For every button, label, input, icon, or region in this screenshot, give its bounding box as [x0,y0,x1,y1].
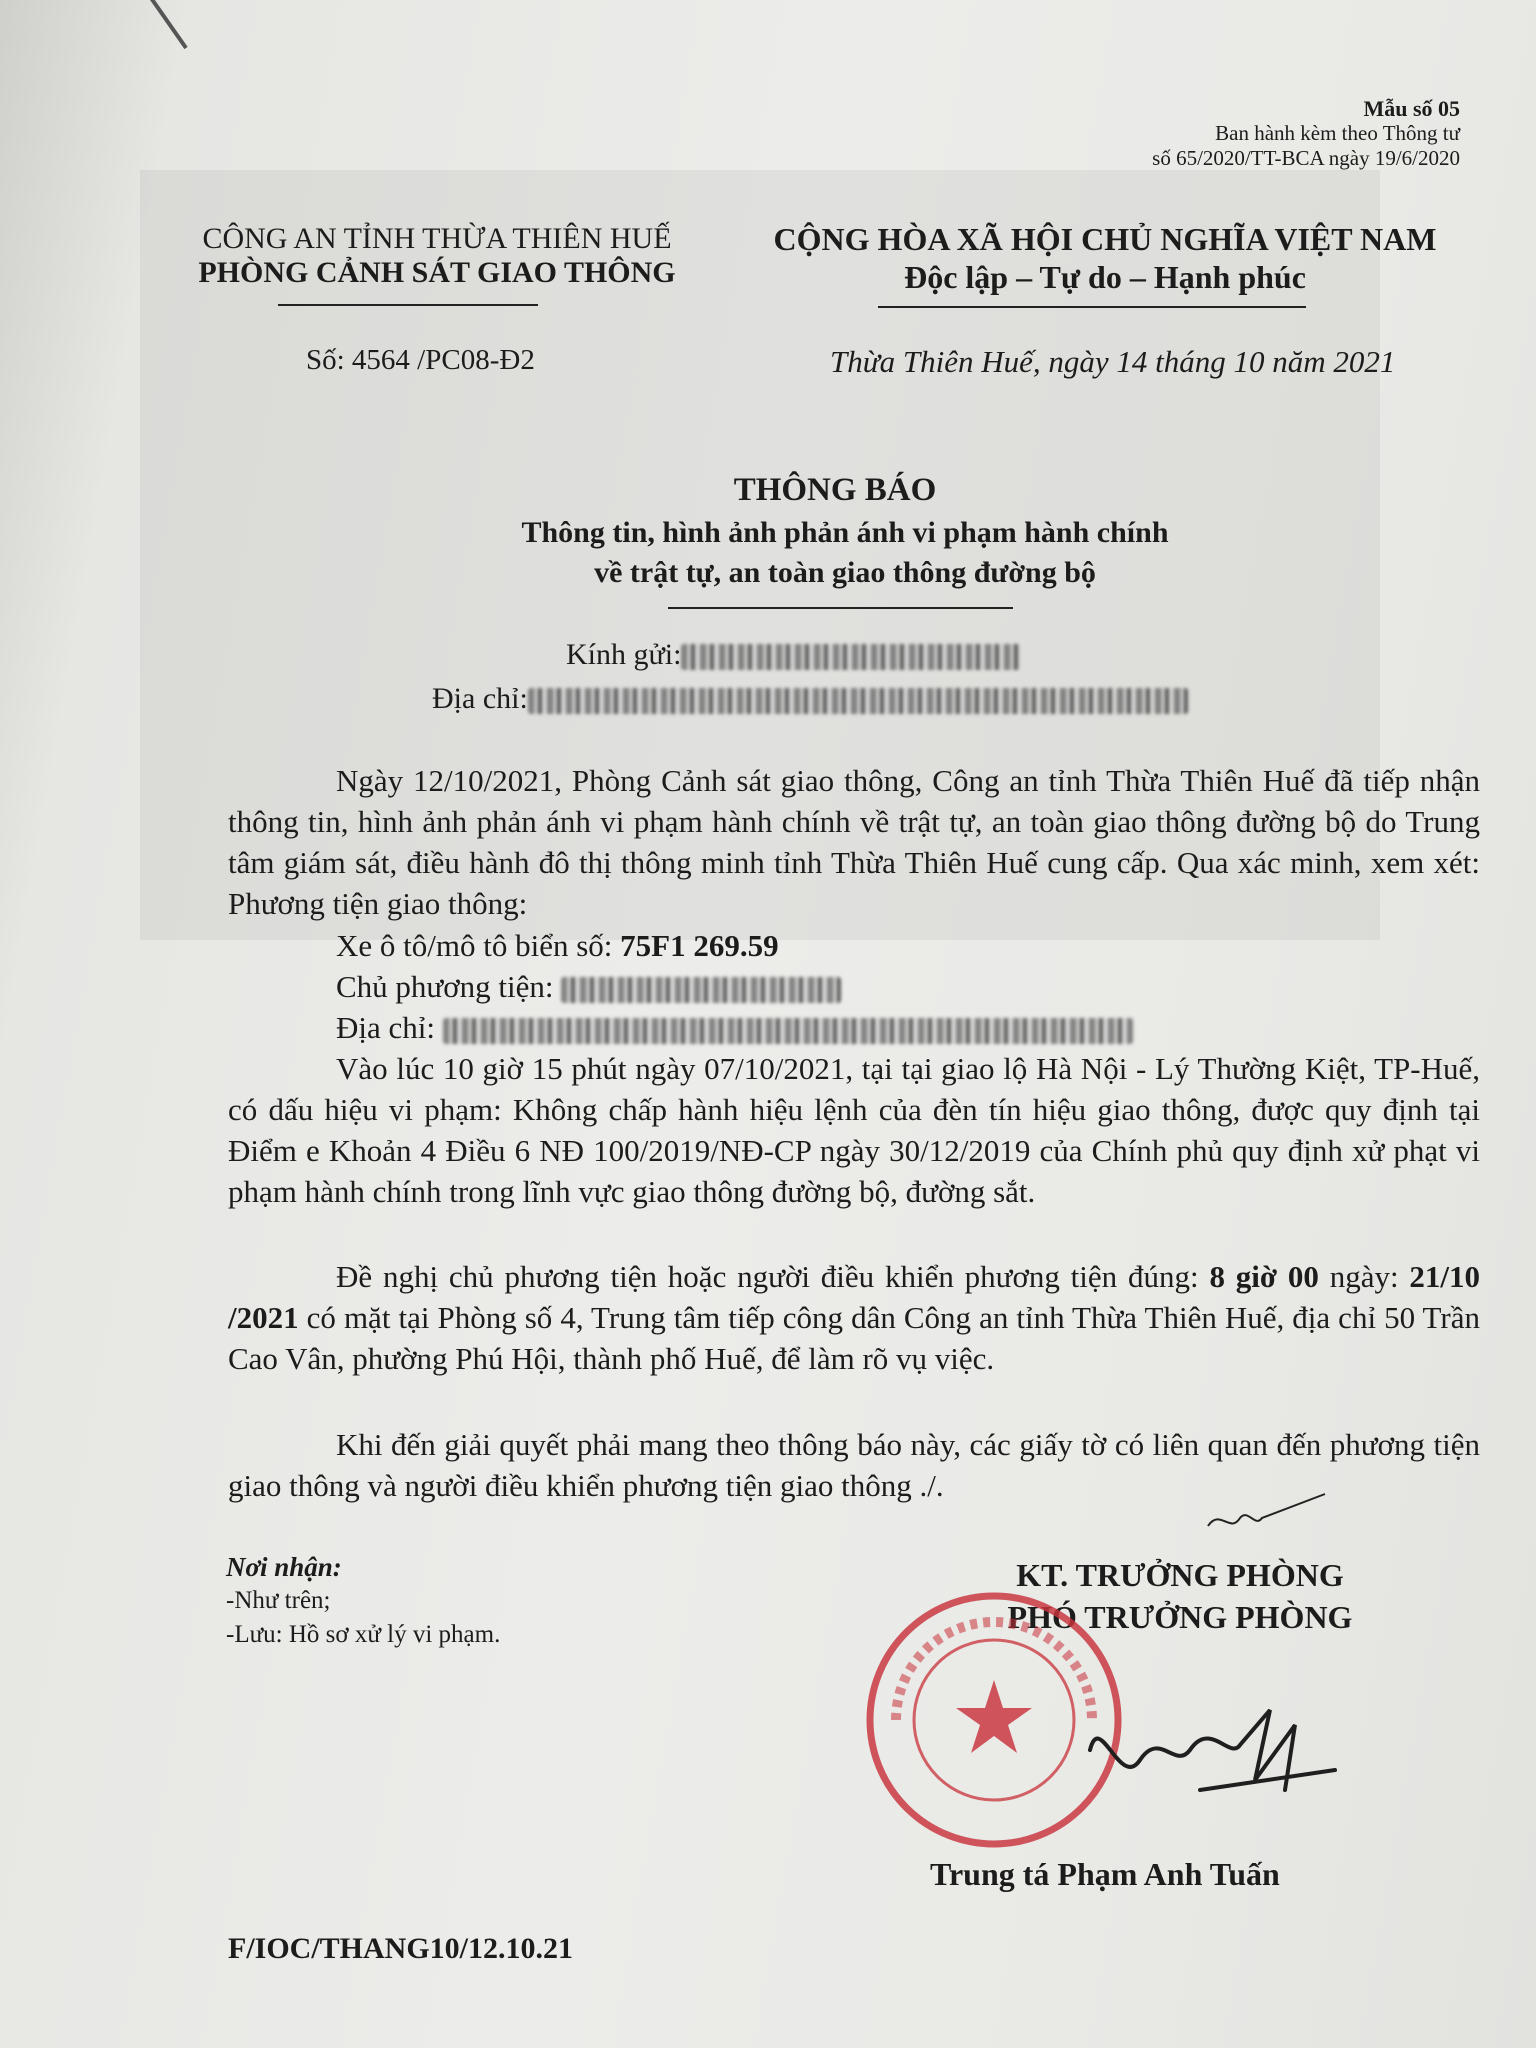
recipient-label: Kính gửi: [566,638,682,671]
receiver-item-2: -Lưu: Hồ sơ xử lý vi phạm. [226,1621,501,1648]
signer-title-1: KT. TRƯỞNG PHÒNG [1016,1557,1344,1593]
form-number-block [1000,96,1460,171]
paragraph-2: Vào lúc 10 giờ 15 phút ngày 07/10/2021, tại tại giao lộ Hà Nội - Lý Thường Kiệt, TP-Huế, có dấu hiệu vi phạm: Không chấp hành hiệu lệnh của đèn tín hiệu giao thông, được quy định tại Điểm e Khoản 4 Điều 6 NĐ 100/2019/NĐ-CP ngày 30/12/2019 của Chính phủ quy định xử phạt vi phạm hành chính trong lĩnh vực giao thông đường bộ, đường sắt. [228,1051,1480,1209]
document-number: Số: 4564 /PC08-Đ2 [306,344,535,376]
redacted-address [528,688,1188,714]
owner-address-line [228,1007,1536,1048]
national-motto [740,220,1470,296]
receivers-heading: Nơi nhận: [226,1552,342,1582]
paragraph-1: Ngày 12/10/2021, Phòng Cảnh sát giao thông, Công an tỉnh Thừa Thiên Huế đã tiếp nhận thông tin, hình ảnh phản ánh vi phạm hành chính về trật tự, an toàn giao thông đường bộ do Trung tâm giám sát, điều hành đô thị thông minh tỉnh Thừa Thiên Huế cung cấp. Qua xác minh, xem xét: Phương tiện giao thông: [228,763,1480,921]
initial-mark [1200,1488,1330,1538]
appointment-time: 8 giờ 00 [1209,1259,1319,1294]
recipient-address-label: Địa chỉ: [432,682,528,715]
owner-address-label: Địa chỉ: [336,1010,443,1045]
owner-label: Chủ phương tiện: [336,969,562,1004]
recipient-line [566,638,1021,672]
document-title: THÔNG BÁO [733,472,937,508]
form-note-2: số 65/2020/TT-BCA ngày 19/6/2020 [1152,146,1460,170]
form-note-1: Ban hành kèm theo Thông tư [1215,121,1460,145]
p3-text-c: có mặt tại Phòng số 4, Trung tâm tiếp công dân Công an tỉnh Thừa Thiên Huế, địa chỉ 50 Trần Cao Vân, phường Phú Hội, thành phố Huế, để làm rõ vụ việc. [228,1300,1480,1376]
redacted-owner [561,977,841,1003]
document-reference: F/IOC/THANG10/12.10.21 [228,1932,574,1965]
signer-name: Trung tá Phạm Anh Tuấn [930,1856,1280,1892]
plate-line [228,925,1536,966]
p3-text-a: Đề nghị chủ phương tiện hoặc người điều khiển phương tiện đúng: [336,1259,1210,1294]
nation-line-2: Độc lập – Tự do – Hạnh phúc [904,259,1306,295]
document-date: Thừa Thiên Huế, ngày 14 tháng 10 năm 2021 [830,344,1396,379]
receivers-block [226,1550,500,1652]
document-subtitle [0,513,1536,593]
org-underline [278,304,538,306]
paragraph-4: Khi đến giải quyết phải mang theo thông báo này, các giấy tờ có liên quan đến phương tiện giao thông và người điều khiển phương tiện giao thông ./. [228,1427,1480,1503]
subtitle-line-1: Thông tin, hình ảnh phản ánh vi phạm hành chính [521,516,1169,549]
org-line-1: CÔNG AN TỈNH THỪA THIÊN HUẾ [202,222,672,255]
nation-line-1: CỘNG HÒA XÃ HỘI CHỦ NGHĨA VIỆT NAM [773,221,1437,257]
subtitle-line-2: về trật tự, an toàn giao thông đường bộ [594,556,1096,589]
receiver-item-1: -Như trên; [226,1587,331,1614]
title-underline [668,607,1013,609]
p3-text-b: ngày: [1318,1259,1410,1294]
plate-value: 75F1 269.59 [620,928,779,963]
issuing-organization [172,222,702,290]
signer-title-2: PHÓ TRƯỞNG PHÒNG [1007,1599,1353,1635]
owner-line [228,966,1536,1007]
handwritten-signature [1080,1690,1340,1810]
redacted-owner-address [443,1018,1133,1044]
org-line-2: PHÒNG CẢNH SÁT GIAO THÔNG [198,256,676,289]
plate-label: Xe ô tô/mô tô biển số: [336,928,621,963]
form-number: Mẫu số 05 [1363,96,1460,121]
paragraph-3 [228,1256,1480,1379]
redacted-recipient [681,644,1021,670]
appointment-date: 21/10 /2021 [228,1259,1481,1335]
motto-underline [878,306,1306,308]
recipient-address-line [432,682,1188,716]
